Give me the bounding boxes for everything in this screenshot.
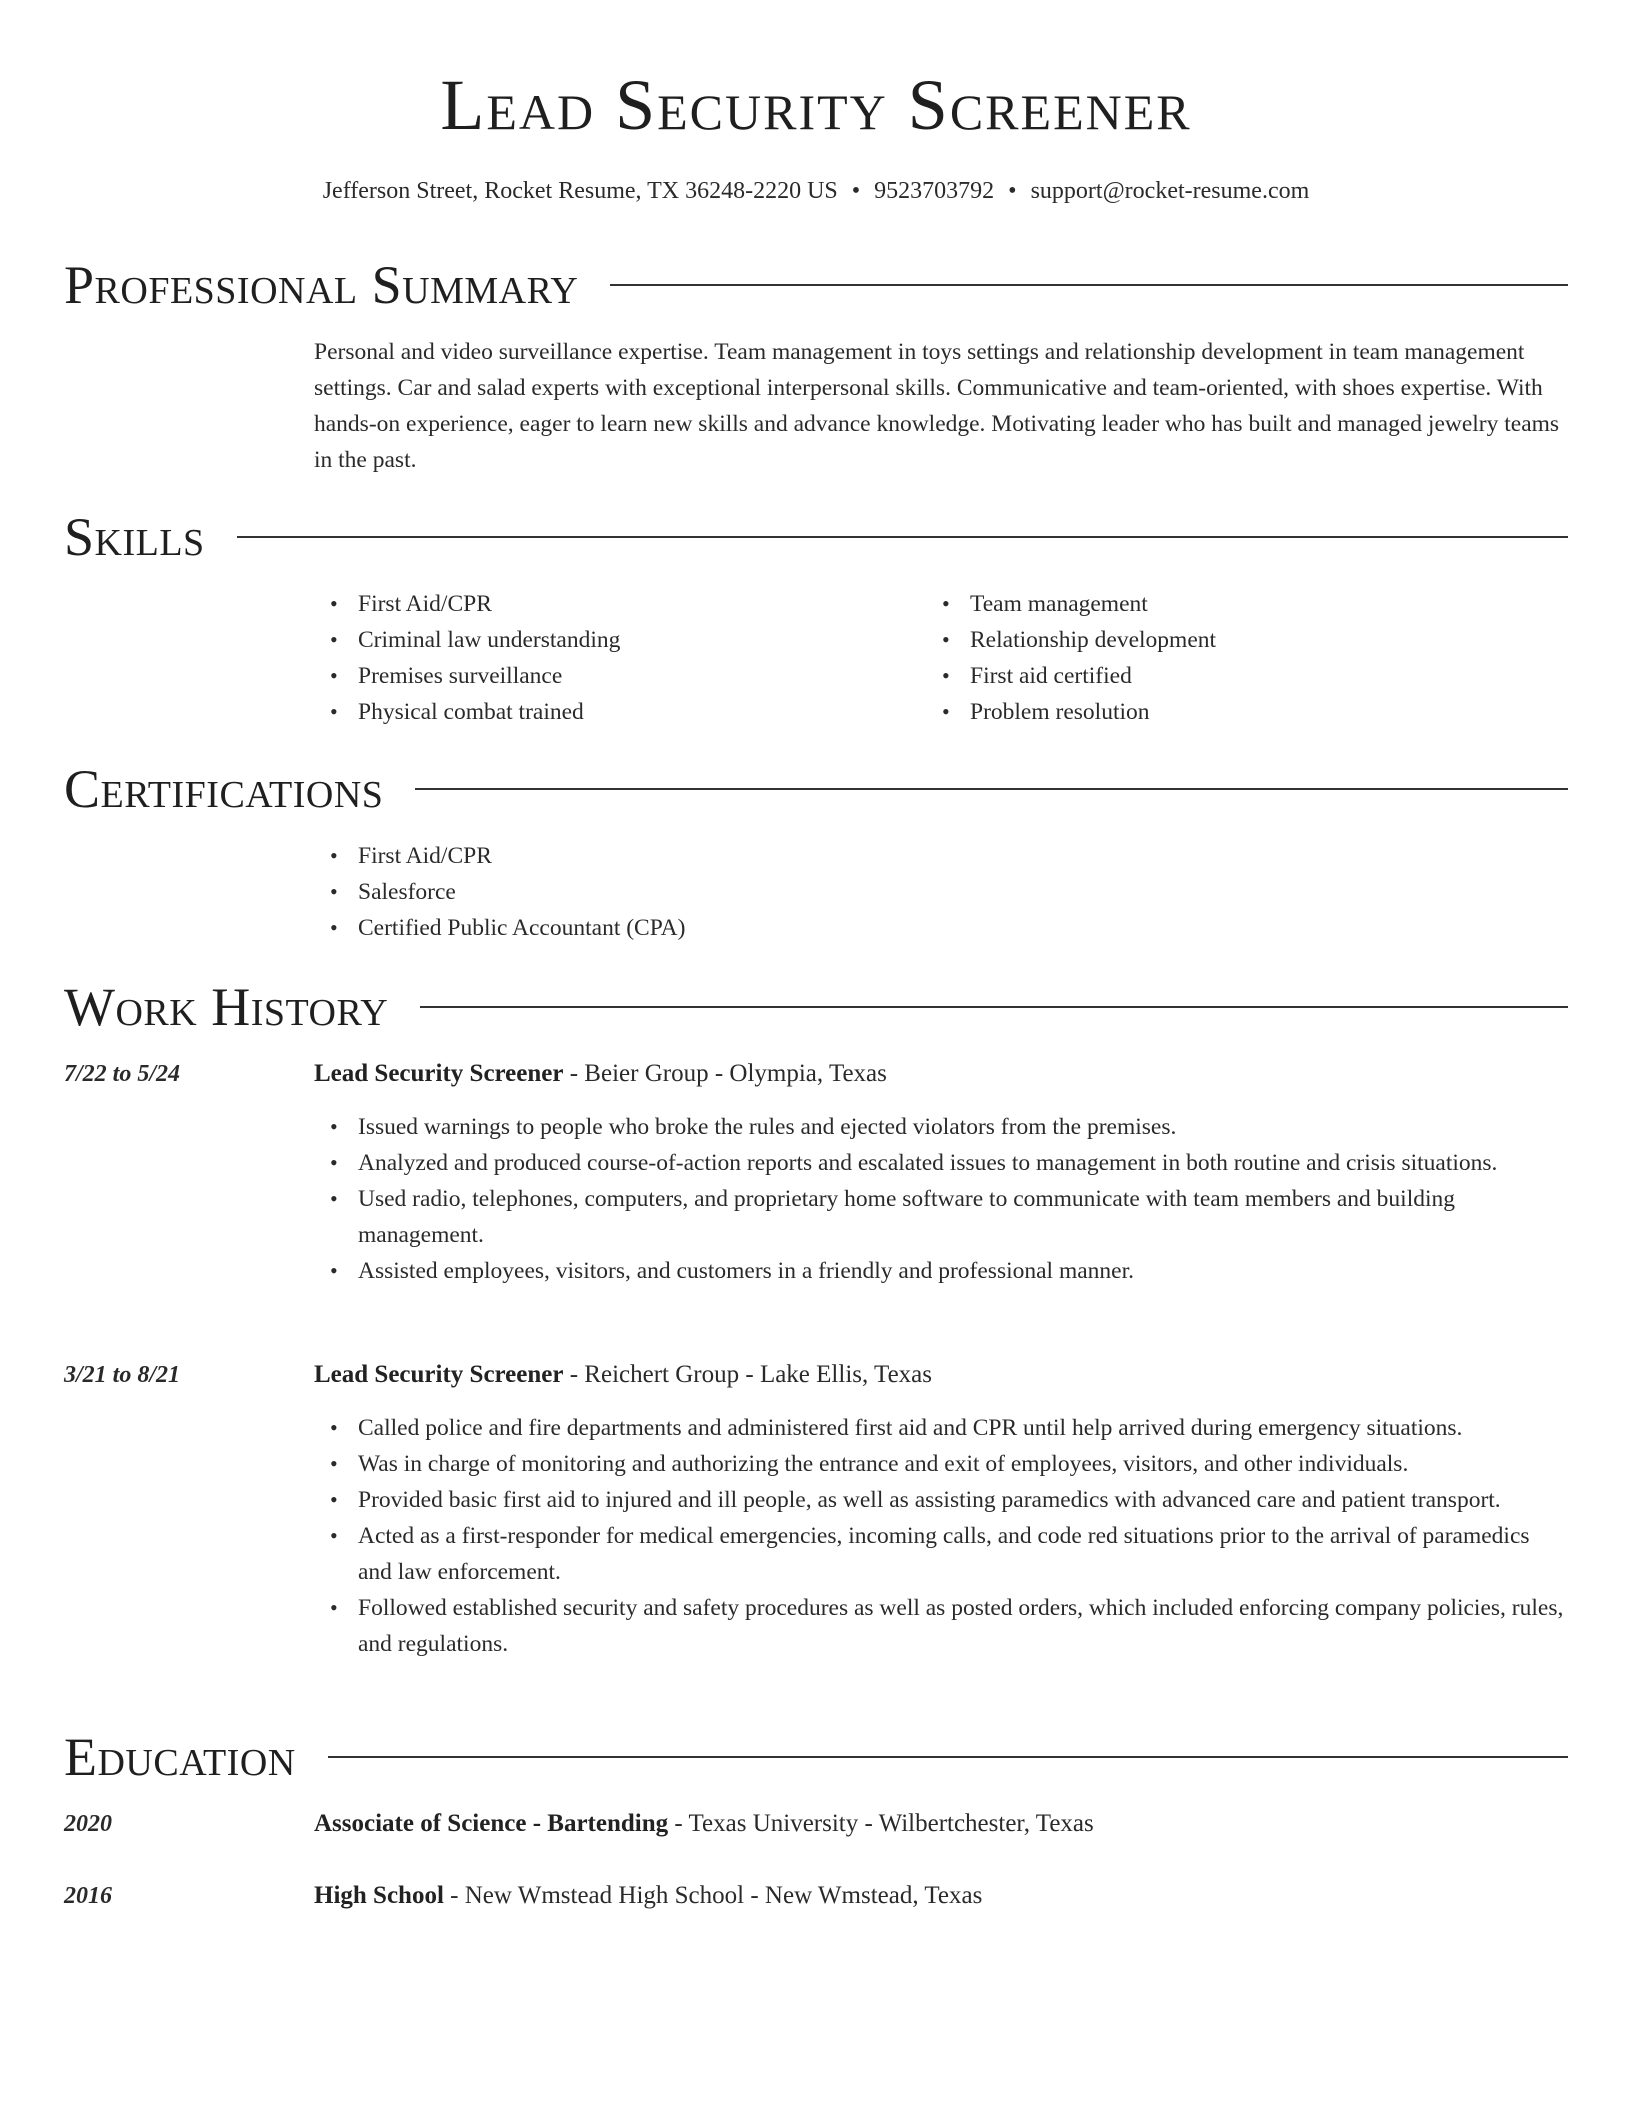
- certifications-section-header: [64, 757, 1568, 821]
- job-duty: • Issued warnings to people who broke the rules and ejected violators from the premises.: [358, 1109, 1568, 1145]
- education-section-title: Education: [64, 1727, 296, 1787]
- section-divider: [328, 1756, 1568, 1758]
- contact-separator: •: [1008, 178, 1017, 204]
- contact-separator: •: [851, 178, 861, 204]
- job-duty: • Provided basic first aid to injured and ill people, as well as assisting paramedics with advanced care and patient transport.: [358, 1482, 1568, 1518]
- skills-list-right: [926, 586, 1570, 730]
- skill-item: • Relationship development: [970, 622, 1570, 658]
- education-school: - Texas University - Wilbertchester, Texas: [668, 1810, 1094, 1837]
- work-section-header: [64, 975, 1568, 1039]
- skill-item: • First Aid/CPR: [358, 586, 918, 622]
- skill-item: • Physical combat trained: [358, 694, 918, 730]
- section-divider: [237, 536, 1568, 538]
- education-year: 2016: [64, 1883, 112, 1909]
- summary-text: Personal and video surveillance expertise. Team management in toys settings and relationship development in team management settings. Car and salad experts with exceptional interpersonal skills. Communicative and team-oriented, with shoes expertise. With hands-on experience, eager to learn new skills and advance knowledge. Motivating leader who has built and managed jewelry teams in the past.: [314, 339, 1560, 473]
- education-entry: [314, 1878, 1568, 1914]
- summary-section-header: [64, 253, 1568, 317]
- skill-item: • Criminal law understanding: [358, 622, 918, 658]
- job-duties-list: [314, 1109, 1568, 1289]
- certification-item: • Salesforce: [358, 874, 1568, 910]
- job-duty: • Analyzed and produced course-of-action reports and escalated issues to management in both routine and crisis situations.: [358, 1145, 1568, 1181]
- contact-phone: 9523703792: [874, 178, 995, 204]
- summary-section-title: Professional Summary: [64, 255, 579, 315]
- section-divider: [610, 284, 1568, 286]
- education-year: 2020: [64, 1811, 112, 1837]
- skill-item: • Premises surveillance: [358, 658, 918, 694]
- certifications-section-title: Certifications: [64, 759, 384, 819]
- job-duty: • Called police and fire departments and administered first aid and CPR until help arrived during emergency situations.: [358, 1410, 1568, 1446]
- job-employer: - Beier Group - Olympia, Texas: [563, 1060, 887, 1087]
- section-divider: [420, 1006, 1568, 1008]
- skill-item: • Team management: [970, 586, 1570, 622]
- job-duty: • Acted as a first-responder for medical emergencies, incoming calls, and code red situations prior to the arrival of paramedics and law enforcement.: [358, 1518, 1568, 1590]
- skills-list-left: [314, 586, 918, 730]
- job-role: Lead Security Screener: [314, 1060, 564, 1087]
- job-title-line: [314, 1056, 1568, 1092]
- certification-item: • Certified Public Accountant (CPA): [358, 910, 1568, 946]
- education-degree: High School: [314, 1882, 444, 1909]
- work-section-title: Work History: [64, 977, 389, 1037]
- education-section-header: [64, 1725, 1568, 1789]
- education-school: - New Wmstead High School - New Wmstead, Texas: [443, 1882, 983, 1909]
- job-dates: 3/21 to 8/21: [64, 1362, 181, 1388]
- job-role: Lead Security Screener: [314, 1361, 564, 1388]
- skills-section-header: [64, 505, 1568, 569]
- education-degree: Associate of Science - Bartending: [314, 1810, 669, 1837]
- contact-address: Jefferson Street, Rocket Resume, TX 36248-2220 US: [322, 178, 838, 204]
- job-duty: • Was in charge of monitoring and authorizing the entrance and exit of employees, visitors, and other individuals.: [358, 1446, 1568, 1482]
- job-duty: • Assisted employees, visitors, and customers in a friendly and professional manner.: [358, 1253, 1568, 1289]
- education-entry: [314, 1806, 1568, 1842]
- job-title-line: [314, 1357, 1568, 1393]
- skill-item: • Problem resolution: [970, 694, 1570, 730]
- certifications-list: [314, 838, 1568, 946]
- job-duty: • Followed established security and safety procedures as well as posted orders, which included enforcing company policies, rules, and regulations.: [358, 1590, 1568, 1662]
- job-duties-list: [314, 1410, 1568, 1662]
- job-employer: - Reichert Group - Lake Ellis, Texas: [563, 1361, 932, 1388]
- contact-email: support@rocket-resume.com: [1030, 178, 1310, 204]
- skills-section-title: Skills: [64, 507, 205, 567]
- certification-item: • First Aid/CPR: [358, 838, 1568, 874]
- job-dates: 7/22 to 5/24: [64, 1061, 181, 1087]
- job-duty: • Used radio, telephones, computers, and proprietary home software to communicate with team members and building management.: [358, 1181, 1568, 1253]
- candidate-name: Lead Security Screener: [440, 65, 1192, 145]
- skill-item: • First aid certified: [970, 658, 1570, 694]
- section-divider: [415, 788, 1568, 790]
- contact-line: [0, 173, 1632, 209]
